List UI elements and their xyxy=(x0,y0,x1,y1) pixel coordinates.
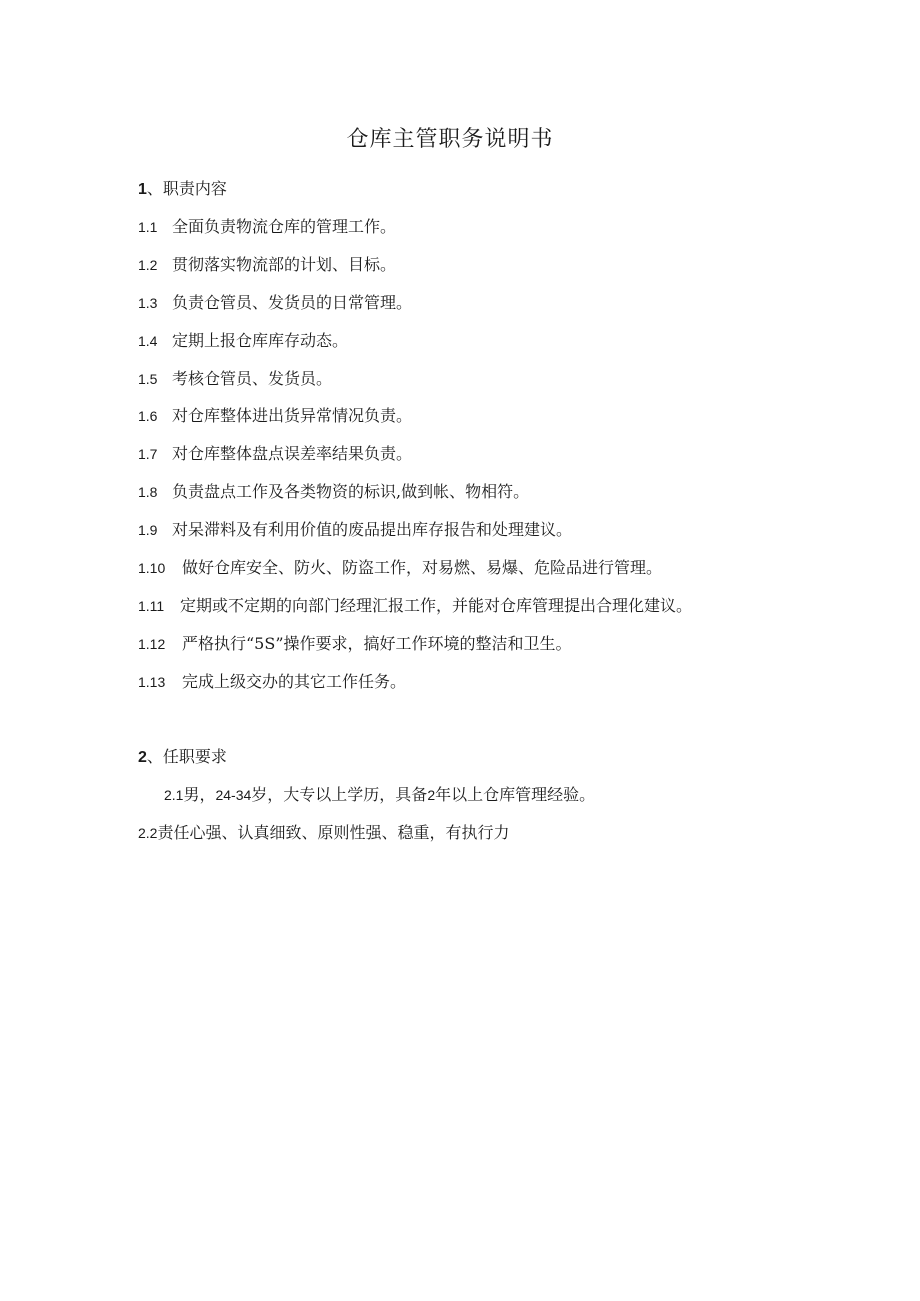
requirement-number: 2.1 xyxy=(164,787,184,803)
duty-item-number: 1.3 xyxy=(138,295,158,311)
duty-item-number: 1.10 xyxy=(138,560,166,576)
section-2-number: 2 xyxy=(138,749,147,766)
duty-item xyxy=(138,593,692,616)
requirement-age-range: 24-34 xyxy=(215,787,252,803)
duty-item xyxy=(138,366,332,389)
duty-item-text: 贯彻落实物流部的计划、目标。 xyxy=(172,255,397,274)
duty-item-text: 完成上级交办的其它工作任务。 xyxy=(182,672,407,691)
duty-item xyxy=(138,441,412,464)
section-2-heading xyxy=(138,744,227,767)
requirement-text: 男， xyxy=(183,785,216,804)
duty-item xyxy=(138,290,412,313)
duty-item-number: 1.9 xyxy=(138,522,158,538)
duty-item-text: 全面负责物流仓库的管理工作。 xyxy=(172,217,397,236)
duty-item-text: 严格执行“5S”操作要求，搞好工作环境的整洁和卫生。 xyxy=(182,634,572,653)
duty-item-number: 1.8 xyxy=(138,484,158,500)
duty-item-text: 对呆滞料及有利用价值的废品提出库存报告和处理建议。 xyxy=(172,520,573,539)
requirement-item xyxy=(138,820,509,843)
duty-item xyxy=(138,479,529,502)
requirement-text: 责任心强、认真细致、原则性强、稳重，有执行力 xyxy=(157,823,510,842)
requirement-years: 2 xyxy=(427,787,436,803)
duty-item xyxy=(138,517,572,540)
duty-item-number: 1.5 xyxy=(138,371,158,387)
duty-item-number: 1.11 xyxy=(138,598,165,614)
duty-item-number: 1.1 xyxy=(138,219,158,235)
duty-item-number: 1.12 xyxy=(138,636,166,652)
duty-item-text: 定期或不定期的向部门经理汇报工作，并能对仓库管理提出合理化建议。 xyxy=(180,596,693,615)
requirement-text: 年以上仓库管理经验。 xyxy=(435,785,596,804)
duty-item-number: 1.2 xyxy=(138,257,158,273)
duty-item-number: 1.13 xyxy=(138,674,166,690)
duty-item-text: 对仓库整体盘点误差率结果负责。 xyxy=(172,444,413,463)
requirement-number: 2.2 xyxy=(138,825,158,841)
section-2-label: 、任职要求 xyxy=(146,747,227,766)
duty-item-text: 对仓库整体进出货异常情况负责。 xyxy=(172,406,413,425)
duty-item xyxy=(138,214,396,237)
duty-item xyxy=(138,403,412,426)
document-title: 仓库主管职务说明书 xyxy=(346,127,554,152)
duty-item xyxy=(138,631,572,654)
duty-item-text: 考核仓管员、发货员。 xyxy=(172,369,333,388)
section-1-number: 1 xyxy=(138,181,147,198)
duty-item xyxy=(138,555,662,578)
requirement-item xyxy=(164,782,595,805)
duty-item-text: 负责盘点工作及各类物资的标识,做到帐、物相符。 xyxy=(172,482,530,501)
duty-item xyxy=(138,328,348,351)
duty-item-text: 负责仓管员、发货员的日常管理。 xyxy=(172,293,413,312)
duty-item xyxy=(138,252,396,275)
duty-item-text: 定期上报仓库库存动态。 xyxy=(172,331,349,350)
duty-item-text: 做好仓库安全、防火、防盗工作，对易燃、易爆、危险品进行管理。 xyxy=(182,558,663,577)
duty-item-number: 1.6 xyxy=(138,408,158,424)
duty-item-number: 1.7 xyxy=(138,446,158,462)
duty-item-number: 1.4 xyxy=(138,333,158,349)
requirement-text: 岁，大专以上学历，具备 xyxy=(251,785,428,804)
section-1-heading xyxy=(138,176,227,199)
duty-item xyxy=(138,669,406,692)
section-1-label: 、职责内容 xyxy=(146,179,227,198)
